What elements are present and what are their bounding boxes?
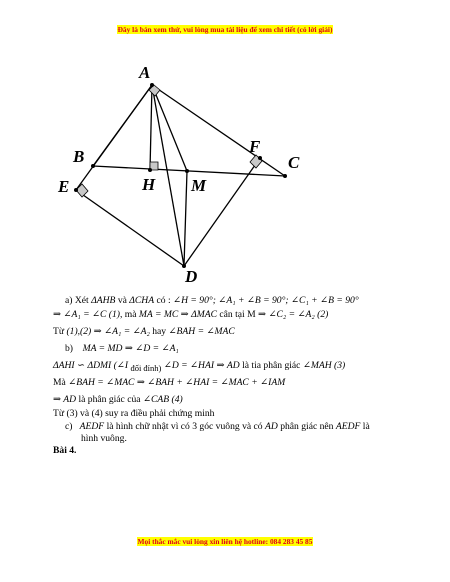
math: MA = MD ⇒ ∠D = ∠A₁	[82, 343, 179, 354]
line-a1	[65, 295, 359, 306]
part-label-a: a) Xét	[65, 295, 89, 306]
text: , mà	[119, 309, 137, 320]
label-A: A	[139, 63, 151, 82]
line-b1	[65, 343, 179, 354]
text: là phân giác của	[78, 394, 141, 405]
math: AEDF	[335, 421, 361, 432]
point-A	[150, 83, 154, 87]
point-B	[91, 164, 95, 168]
line-b3	[53, 377, 285, 388]
label-F: F	[249, 137, 261, 156]
math: ∠MAH (3)	[302, 360, 346, 371]
math: ΔCHA	[129, 295, 155, 306]
segment-AE	[76, 85, 152, 190]
text: và	[117, 295, 127, 306]
label-M: M	[191, 176, 207, 195]
point-F	[258, 156, 262, 160]
label-E: E	[58, 177, 70, 196]
text: là	[362, 421, 370, 432]
math: ΔAHB	[91, 295, 116, 306]
hotline-notice	[0, 537, 450, 547]
math: ⇒ ∠A₁ = ∠C (1)	[53, 309, 120, 320]
math: ∠H = 90°; ∠A₁ + ∠B = 90°	[173, 295, 286, 306]
segment-AM	[152, 85, 187, 171]
part-label-b: b)	[65, 343, 73, 354]
line-c1	[65, 421, 370, 432]
math: ; ∠C₁ + ∠B = 90°	[285, 295, 359, 306]
label-C: C	[288, 153, 300, 172]
preview-notice-text: Đây là bản xem thử, vui lòng mua tài liệu để xem chi tiết (có lời giải)	[117, 25, 333, 34]
math: AD	[264, 421, 278, 432]
line-a2	[53, 309, 328, 320]
math: AEDF	[79, 421, 105, 432]
next-problem-heading: Bài 4.	[53, 445, 77, 456]
text: cân tại M	[219, 309, 256, 320]
segment-MD	[184, 171, 187, 266]
math: MA = MC ⇒ ΔMAC	[138, 309, 217, 320]
text: phân giác nên	[280, 421, 334, 432]
segment-AC	[152, 85, 285, 176]
segment-ED	[76, 190, 184, 266]
line-b4	[53, 394, 183, 405]
label-D: D	[185, 267, 198, 286]
math: ΔAHI ∽ ΔDMI (∠I	[53, 360, 129, 371]
part-label-c: c)	[65, 421, 73, 432]
text: là hình chữ nhật vì có 3 góc vuông và có	[106, 421, 263, 432]
line-b5: Từ (3) và (4) suy ra điều phải chứng minh	[53, 408, 215, 419]
text: hay	[152, 326, 167, 337]
text: là tia phân giác	[242, 360, 301, 371]
text: Từ	[53, 326, 65, 337]
math: ∠CAB (4)	[142, 394, 183, 405]
text: Mà	[53, 377, 66, 388]
line-b2	[53, 360, 345, 371]
math: ∠D = ∠HAI ⇒	[163, 360, 225, 371]
segment-AH	[150, 85, 152, 170]
hotline-notice-text: Mọi thắc mắc vui lòng xin liên hệ hotline: 084 283 45 85	[137, 537, 313, 546]
math: ∠BAH = ∠MAC	[168, 326, 235, 337]
math: ∠BAH = ∠MAC ⇒ ∠BAH + ∠HAI = ∠MAC + ∠IAM	[68, 377, 286, 388]
line-a3	[53, 326, 235, 337]
math: ⇒ ∠C₂ = ∠A₂ (2)	[258, 309, 329, 320]
segment-AD	[152, 85, 184, 266]
math: ⇒ AD	[53, 394, 77, 405]
segment-DF	[184, 158, 260, 266]
line-c2: hình vuông.	[81, 433, 127, 444]
point-M	[185, 169, 189, 173]
math: (1),(2) ⇒ ∠A₁ = ∠A₂	[66, 326, 150, 337]
point-C	[283, 174, 287, 178]
point-H	[148, 168, 152, 172]
text: có :	[156, 295, 171, 306]
math: AD	[226, 360, 240, 371]
label-H: H	[142, 175, 156, 194]
point-E	[74, 188, 78, 192]
text: đối đỉnh)	[130, 363, 162, 373]
label-B: B	[73, 147, 85, 166]
